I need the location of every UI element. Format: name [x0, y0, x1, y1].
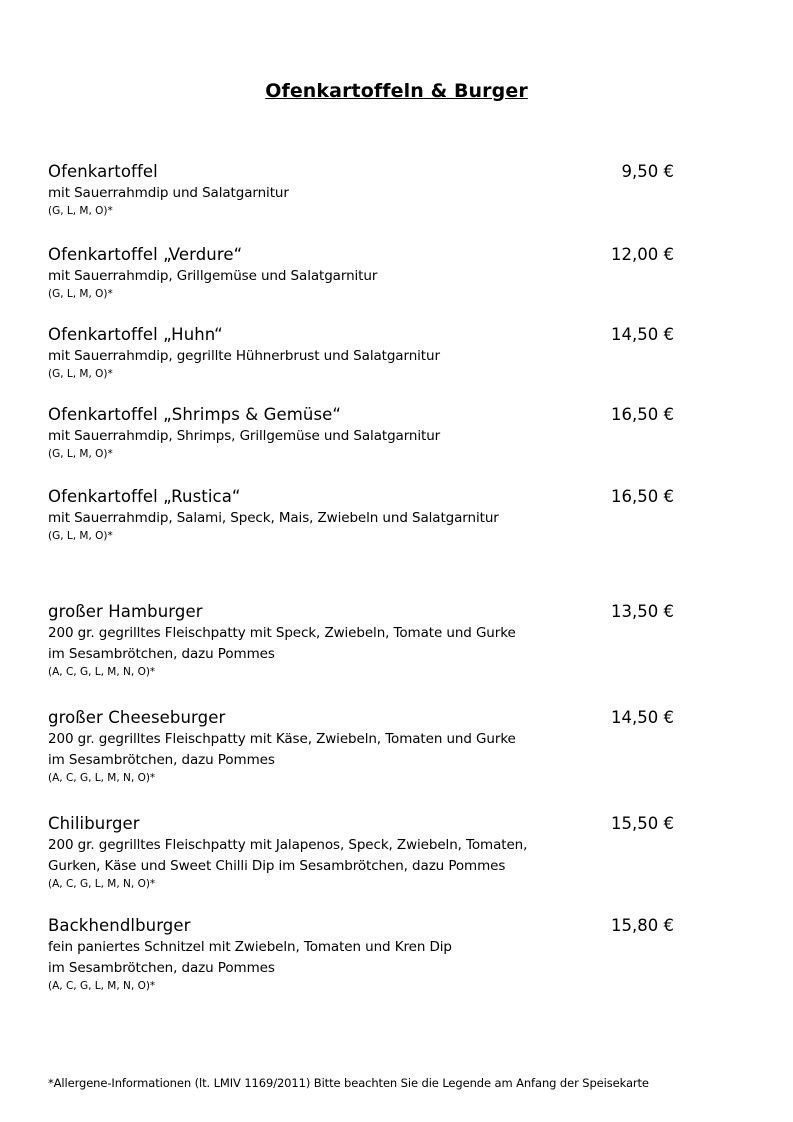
menu-item — [48, 162, 688, 218]
item-price: 16,50 € — [611, 487, 674, 506]
menu-item — [48, 602, 688, 679]
item-name: Ofenkartoffel „Rustica“ — [48, 487, 241, 506]
menu-item — [48, 916, 688, 993]
item-allergens: (A, C, G, L, M, N, O)* — [48, 666, 156, 678]
item-description: 200 gr. gegrilltes Fleischpatty mit Käse, Zwiebeln, Tomaten und Gurke — [48, 731, 516, 747]
item-description: im Sesambrötchen, dazu Pommes — [48, 752, 275, 768]
item-name: Chiliburger — [48, 814, 140, 833]
item-description: mit Sauerrahmdip, Grillgemüse und Salatgarnitur — [48, 268, 378, 284]
item-price: 14,50 € — [611, 708, 674, 727]
item-price: 14,50 € — [611, 325, 674, 344]
item-price: 15,50 € — [611, 814, 674, 833]
item-description: mit Sauerrahmdip, gegrillte Hühnerbrust und Salatgarnitur — [48, 348, 440, 364]
menu-item — [48, 814, 688, 891]
item-description: mit Sauerrahmdip und Salatgarnitur — [48, 185, 289, 201]
item-name: großer Hamburger — [48, 602, 203, 621]
item-description: 200 gr. gegrilltes Fleischpatty mit Jalapenos, Speck, Zwiebeln, Tomaten, — [48, 837, 528, 853]
item-name: Ofenkartoffel — [48, 162, 158, 181]
item-description: 200 gr. gegrilltes Fleischpatty mit Speck, Zwiebeln, Tomate und Gurke — [48, 625, 516, 641]
menu-item — [48, 405, 688, 461]
item-name: Ofenkartoffel „Shrimps & Gemüse“ — [48, 405, 342, 424]
item-description: im Sesambrötchen, dazu Pommes — [48, 960, 275, 976]
item-allergens: (G, L, M, O)* — [48, 288, 113, 300]
item-name: Backhendlburger — [48, 916, 191, 935]
item-name: Ofenkartoffel „Huhn“ — [48, 325, 223, 344]
page-title: Ofenkartoffeln & Burger — [265, 80, 528, 102]
item-description: fein paniertes Schnitzel mit Zwiebeln, Tomaten und Kren Dip — [48, 939, 452, 955]
menu-item — [48, 325, 688, 381]
allergen-footnote: *Allergene-Informationen (lt. LMIV 1169/2011) Bitte beachten Sie die Legende am Anfang der Speisekarte — [48, 1076, 649, 1090]
item-price: 13,50 € — [611, 602, 674, 621]
menu-item — [48, 487, 688, 543]
item-allergens: (A, C, G, L, M, N, O)* — [48, 878, 156, 890]
item-allergens: (A, C, G, L, M, N, O)* — [48, 772, 156, 784]
item-price: 16,50 € — [611, 405, 674, 424]
item-name: Ofenkartoffel „Verdure“ — [48, 245, 243, 264]
item-description: im Sesambrötchen, dazu Pommes — [48, 646, 275, 662]
item-price: 15,80 € — [611, 916, 674, 935]
item-allergens: (A, C, G, L, M, N, O)* — [48, 980, 156, 992]
item-description: mit Sauerrahmdip, Salami, Speck, Mais, Zwiebeln und Salatgarnitur — [48, 510, 499, 526]
item-allergens: (G, L, M, O)* — [48, 448, 113, 460]
item-allergens: (G, L, M, O)* — [48, 205, 113, 217]
item-allergens: (G, L, M, O)* — [48, 530, 113, 542]
item-allergens: (G, L, M, O)* — [48, 368, 113, 380]
item-price: 9,50 € — [621, 162, 674, 181]
item-price: 12,00 € — [611, 245, 674, 264]
item-description: mit Sauerrahmdip, Shrimps, Grillgemüse und Salatgarnitur — [48, 428, 441, 444]
menu-item — [48, 708, 688, 785]
item-name: großer Cheeseburger — [48, 708, 226, 727]
menu-item — [48, 245, 688, 301]
item-description: Gurken, Käse und Sweet Chilli Dip im Sesambrötchen, dazu Pommes — [48, 858, 506, 874]
